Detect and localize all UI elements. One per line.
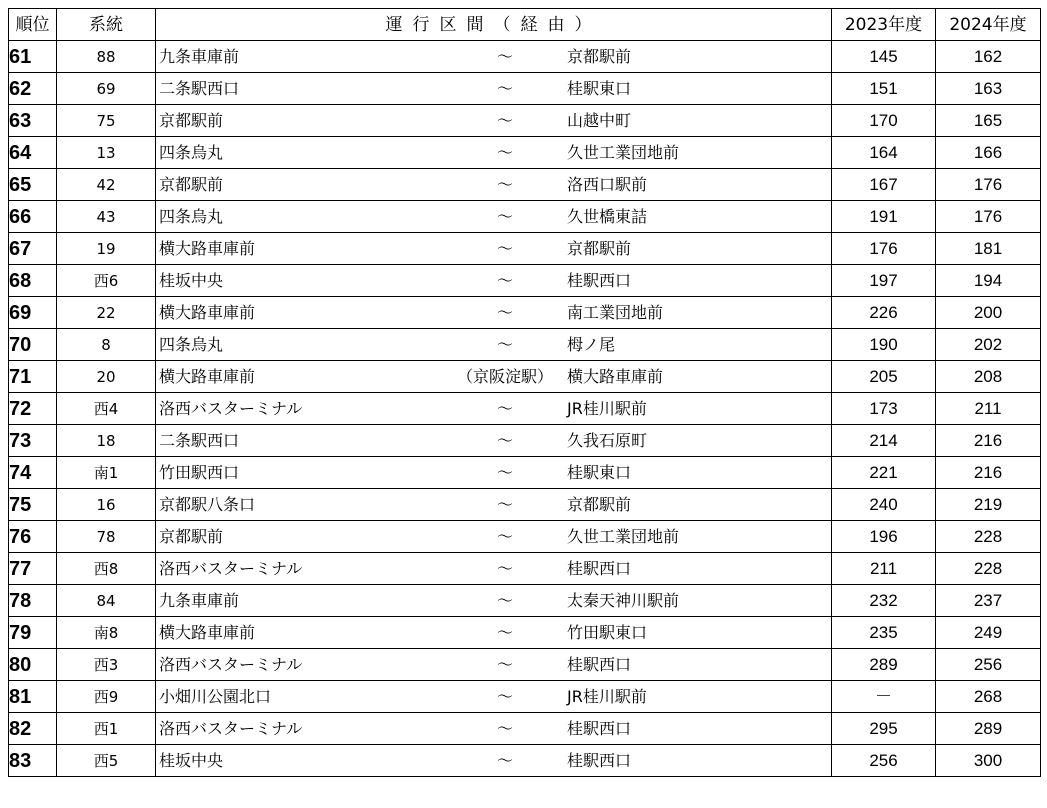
route-via: ～ (496, 590, 513, 610)
line-cell: 8 (57, 329, 156, 361)
route-cell (156, 41, 832, 73)
fy2023-cell: 164 (832, 137, 936, 169)
table-header (9, 9, 1041, 41)
route-from: 洛西バスターミナル (159, 558, 303, 578)
route-cell (156, 489, 832, 521)
rank-cell: 67 (9, 233, 57, 265)
route-section (156, 202, 831, 232)
route-section (156, 138, 831, 168)
route-to: 桂駅西口 (567, 654, 632, 674)
route-cell (156, 617, 832, 649)
line-cell: 19 (57, 233, 156, 265)
route-via: ～ (496, 526, 513, 546)
route-cell (156, 73, 832, 105)
route-section (156, 298, 831, 328)
route-to: 京都駅前 (567, 46, 632, 66)
route-via: ～ (496, 430, 513, 450)
route-via: ～ (496, 494, 513, 514)
route-section (156, 394, 831, 424)
route-to: 京都駅前 (567, 494, 632, 514)
route-cell (156, 105, 832, 137)
route-to: 太秦天神川駅前 (567, 590, 680, 610)
line-cell: 西8 (57, 553, 156, 585)
rank-cell: 80 (9, 649, 57, 681)
route-from: 横大路車庫前 (159, 238, 256, 258)
rank-cell: 68 (9, 265, 57, 297)
route-cell (156, 297, 832, 329)
rank-cell: 72 (9, 393, 57, 425)
route-to: 京都駅前 (567, 238, 632, 258)
fy2023-cell: 221 (832, 457, 936, 489)
route-section (156, 42, 831, 72)
route-cell (156, 457, 832, 489)
route-cell (156, 201, 832, 233)
fy2023-cell: 235 (832, 617, 936, 649)
route-cell (156, 713, 832, 745)
fy2024-cell: 216 (936, 457, 1041, 489)
table-row (9, 329, 1041, 361)
fy2024-cell: 208 (936, 361, 1041, 393)
fy2024-cell: 228 (936, 521, 1041, 553)
table-row (9, 457, 1041, 489)
fy2023-cell: 176 (832, 233, 936, 265)
fy2024-cell: 300 (936, 745, 1041, 777)
table-row (9, 393, 1041, 425)
fy2023-cell: 145 (832, 41, 936, 73)
rank-cell: 62 (9, 73, 57, 105)
fy2024-cell: 237 (936, 585, 1041, 617)
route-from: 四条烏丸 (159, 206, 224, 226)
line-cell: 84 (57, 585, 156, 617)
line-cell: 43 (57, 201, 156, 233)
line-cell: 69 (57, 73, 156, 105)
header-rank: 順位 (9, 9, 57, 41)
route-to: 桂駅西口 (567, 750, 632, 770)
line-cell: 42 (57, 169, 156, 201)
route-cell (156, 649, 832, 681)
fy2023-cell: 226 (832, 297, 936, 329)
route-to: 南工業団地前 (567, 302, 664, 322)
line-cell: 西9 (57, 681, 156, 713)
route-section (156, 490, 831, 520)
rank-cell: 65 (9, 169, 57, 201)
route-via: ～ (496, 270, 513, 290)
rank-cell: 78 (9, 585, 57, 617)
line-cell: 西5 (57, 745, 156, 777)
fy2024-cell: 289 (936, 713, 1041, 745)
line-cell: 南1 (57, 457, 156, 489)
fy2024-cell: 228 (936, 553, 1041, 585)
line-cell: 西1 (57, 713, 156, 745)
rank-cell: 61 (9, 41, 57, 73)
route-via: （京阪淀駅） (456, 366, 553, 386)
line-cell: 18 (57, 425, 156, 457)
route-via: ～ (496, 110, 513, 130)
route-cell (156, 681, 832, 713)
route-to: JR桂川駅前 (567, 398, 647, 418)
route-section (156, 458, 831, 488)
fy2024-cell: 211 (936, 393, 1041, 425)
table-row (9, 681, 1041, 713)
route-cell (156, 137, 832, 169)
rank-cell: 83 (9, 745, 57, 777)
rank-cell: 77 (9, 553, 57, 585)
route-via: ～ (496, 46, 513, 66)
route-from: 横大路車庫前 (159, 302, 256, 322)
fy2023-cell: － (832, 681, 936, 713)
fy2024-cell: 268 (936, 681, 1041, 713)
fy2024-cell: 181 (936, 233, 1041, 265)
line-cell: 西3 (57, 649, 156, 681)
fy2023-cell: 170 (832, 105, 936, 137)
fy2023-cell: 167 (832, 169, 936, 201)
table-row (9, 105, 1041, 137)
table-row (9, 137, 1041, 169)
line-cell: 西4 (57, 393, 156, 425)
route-from: 九条車庫前 (159, 46, 240, 66)
fy2023-cell: 211 (832, 553, 936, 585)
line-cell: 西6 (57, 265, 156, 297)
route-from: 京都駅前 (159, 174, 224, 194)
table-row (9, 73, 1041, 105)
table-row (9, 617, 1041, 649)
line-cell: 78 (57, 521, 156, 553)
route-section (156, 522, 831, 552)
route-from: 二条駅西口 (159, 430, 240, 450)
header-route: 運行区間（経由） (156, 9, 832, 41)
route-section (156, 106, 831, 136)
route-section (156, 266, 831, 296)
route-cell (156, 585, 832, 617)
fy2023-cell: 190 (832, 329, 936, 361)
route-from: 九条車庫前 (159, 590, 240, 610)
route-via: ～ (496, 462, 513, 482)
route-to: 桂駅西口 (567, 718, 632, 738)
route-via: ～ (496, 78, 513, 98)
route-from: 横大路車庫前 (159, 622, 256, 642)
route-section (156, 682, 831, 712)
rank-cell: 64 (9, 137, 57, 169)
route-to: 久世橋東詰 (567, 206, 648, 226)
route-to: JR桂川駅前 (567, 686, 647, 706)
fy2024-cell: 200 (936, 297, 1041, 329)
fy2023-cell: 196 (832, 521, 936, 553)
route-from: 京都駅前 (159, 526, 224, 546)
route-section (156, 650, 831, 680)
route-to: 久世工業団地前 (567, 526, 680, 546)
route-cell (156, 553, 832, 585)
header-line: 系統 (57, 9, 156, 41)
fy2023-cell: 151 (832, 73, 936, 105)
rank-cell: 73 (9, 425, 57, 457)
table-row (9, 425, 1041, 457)
table-row (9, 233, 1041, 265)
fy2023-cell: 232 (832, 585, 936, 617)
route-via: ～ (496, 398, 513, 418)
line-cell: 13 (57, 137, 156, 169)
route-cell (156, 169, 832, 201)
fy2023-cell: 289 (832, 649, 936, 681)
route-cell (156, 393, 832, 425)
rank-cell: 79 (9, 617, 57, 649)
route-to: 久世工業団地前 (567, 142, 680, 162)
route-cell (156, 361, 832, 393)
fy2023-cell: 295 (832, 713, 936, 745)
route-cell (156, 521, 832, 553)
rank-cell: 71 (9, 361, 57, 393)
fy2024-cell: 176 (936, 201, 1041, 233)
route-section (156, 234, 831, 264)
route-via: ～ (496, 334, 513, 354)
route-to: 洛西口駅前 (567, 174, 648, 194)
route-from: 二条駅西口 (159, 78, 240, 98)
table-row (9, 553, 1041, 585)
route-from: 洛西バスターミナル (159, 654, 303, 674)
table-row (9, 713, 1041, 745)
route-via: ～ (496, 174, 513, 194)
route-via: ～ (496, 238, 513, 258)
table-body (9, 41, 1041, 777)
fy2024-cell: 202 (936, 329, 1041, 361)
rank-cell: 74 (9, 457, 57, 489)
table-row (9, 361, 1041, 393)
route-cell (156, 233, 832, 265)
route-to: 横大路車庫前 (567, 366, 664, 386)
route-via: ～ (496, 558, 513, 578)
route-via: ～ (496, 686, 513, 706)
rank-cell: 69 (9, 297, 57, 329)
route-via: ～ (496, 302, 513, 322)
route-from: 横大路車庫前 (159, 366, 256, 386)
route-to: 桂駅東口 (567, 78, 632, 98)
fy2023-cell: 197 (832, 265, 936, 297)
fy2024-cell: 216 (936, 425, 1041, 457)
route-from: 小畑川公園北口 (159, 686, 272, 706)
route-via: ～ (496, 750, 513, 770)
rank-cell: 82 (9, 713, 57, 745)
route-cell (156, 425, 832, 457)
route-from: 洛西バスターミナル (159, 718, 303, 738)
route-section (156, 586, 831, 616)
header-fy2024: 2024年度 (936, 9, 1041, 41)
route-from: 四条烏丸 (159, 334, 224, 354)
route-via: ～ (496, 142, 513, 162)
fy2024-cell: 249 (936, 617, 1041, 649)
fy2024-cell: 176 (936, 169, 1041, 201)
route-to: 山越中町 (567, 110, 632, 130)
route-section (156, 554, 831, 584)
fy2024-cell: 219 (936, 489, 1041, 521)
rank-cell: 63 (9, 105, 57, 137)
route-from: 京都駅前 (159, 110, 224, 130)
route-section (156, 714, 831, 744)
fy2024-cell: 163 (936, 73, 1041, 105)
table-row (9, 649, 1041, 681)
route-from: 四条烏丸 (159, 142, 224, 162)
fy2023-cell: 205 (832, 361, 936, 393)
route-via: ～ (496, 206, 513, 226)
fy2023-cell: 173 (832, 393, 936, 425)
route-to: 久我石原町 (567, 430, 648, 450)
route-cell (156, 265, 832, 297)
table-row (9, 297, 1041, 329)
route-section (156, 170, 831, 200)
header-row (9, 9, 1041, 41)
table-row (9, 265, 1041, 297)
fy2023-cell: 191 (832, 201, 936, 233)
fy2024-cell: 165 (936, 105, 1041, 137)
route-ranking-table (8, 8, 1041, 777)
table-row (9, 585, 1041, 617)
table-row (9, 745, 1041, 777)
table-row (9, 201, 1041, 233)
route-from: 桂坂中央 (159, 750, 224, 770)
route-from: 竹田駅西口 (159, 462, 240, 482)
route-to: 桂駅西口 (567, 270, 632, 290)
route-section (156, 362, 831, 392)
fy2024-cell: 256 (936, 649, 1041, 681)
table-row (9, 521, 1041, 553)
route-section (156, 618, 831, 648)
table-row (9, 41, 1041, 73)
route-section (156, 426, 831, 456)
line-cell: 20 (57, 361, 156, 393)
fy2023-cell: 256 (832, 745, 936, 777)
route-to: 栂ノ尾 (567, 334, 616, 354)
route-via: ～ (496, 654, 513, 674)
route-to: 桂駅東口 (567, 462, 632, 482)
route-section (156, 74, 831, 104)
route-via: ～ (496, 622, 513, 642)
fy2023-cell: 240 (832, 489, 936, 521)
fy2024-cell: 194 (936, 265, 1041, 297)
route-section (156, 746, 831, 776)
line-cell: 88 (57, 41, 156, 73)
fy2024-cell: 166 (936, 137, 1041, 169)
route-from: 桂坂中央 (159, 270, 224, 290)
line-cell: 22 (57, 297, 156, 329)
line-cell: 75 (57, 105, 156, 137)
route-via: ～ (496, 718, 513, 738)
route-from: 京都駅八条口 (159, 494, 256, 514)
line-cell: 16 (57, 489, 156, 521)
route-section (156, 330, 831, 360)
line-cell: 南8 (57, 617, 156, 649)
rank-cell: 75 (9, 489, 57, 521)
rank-cell: 81 (9, 681, 57, 713)
header-fy2023: 2023年度 (832, 9, 936, 41)
route-to: 桂駅西口 (567, 558, 632, 578)
route-cell (156, 329, 832, 361)
table-row (9, 169, 1041, 201)
route-to: 竹田駅東口 (567, 622, 648, 642)
route-from: 洛西バスターミナル (159, 398, 303, 418)
fy2024-cell: 162 (936, 41, 1041, 73)
route-cell (156, 745, 832, 777)
table-row (9, 489, 1041, 521)
rank-cell: 76 (9, 521, 57, 553)
rank-cell: 70 (9, 329, 57, 361)
rank-cell: 66 (9, 201, 57, 233)
fy2023-cell: 214 (832, 425, 936, 457)
